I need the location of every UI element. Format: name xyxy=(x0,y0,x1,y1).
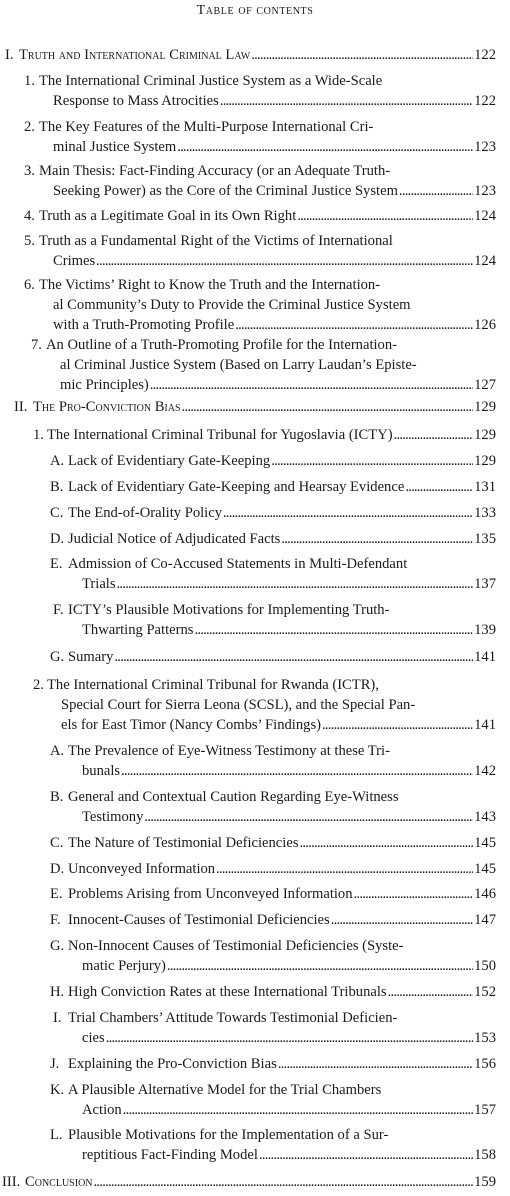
toc-entry-title-line: Testimony xyxy=(82,809,144,825)
toc-page-number: 145 xyxy=(474,861,496,877)
toc-page-number: 123 xyxy=(474,139,496,155)
toc-entry-title-line: with a Truth-Promoting Profile xyxy=(53,317,235,333)
toc-entry-title-line: Seeking Power) as the Core of the Criminal Justice System xyxy=(53,183,398,199)
toc-entry[interactable] xyxy=(50,477,496,497)
dot-leader xyxy=(182,397,474,417)
toc-entry-title-line: Non-Innocent Causes of Testimonial Deficiencies (Syste- xyxy=(68,938,404,954)
toc-entry-number: 7. xyxy=(31,337,42,353)
dot-leader xyxy=(394,425,474,445)
toc-page-number: 126 xyxy=(474,317,496,333)
toc-page-number: 133 xyxy=(474,505,496,521)
dot-leader xyxy=(405,477,473,497)
toc-entry[interactable] xyxy=(50,554,496,594)
dot-leader xyxy=(96,251,473,271)
toc-entry-number: III. xyxy=(2,1174,21,1190)
toc-entry-title-line: mic Principles) xyxy=(60,377,149,393)
toc-page-number: 129 xyxy=(474,427,496,443)
toc-page-number: 123 xyxy=(474,183,496,199)
toc-entry-title-line: Crimes xyxy=(53,253,96,269)
dot-leader xyxy=(220,91,473,111)
toc-entry-title-line: Plausible Motivations for the Implementation of a Sur- xyxy=(68,1127,389,1143)
toc-entry[interactable] xyxy=(50,647,496,667)
toc-entry[interactable] xyxy=(24,71,496,111)
toc-entry[interactable] xyxy=(2,1172,496,1192)
toc-entry-title-line: Trial Chambers’ Attitude Towards Testimonial Deficien- xyxy=(68,1010,398,1026)
toc-entry-number: E. xyxy=(50,886,63,902)
dot-leader xyxy=(281,529,473,549)
toc-page-number: 142 xyxy=(474,763,496,779)
toc-entry[interactable] xyxy=(24,161,496,201)
toc-page-number: 137 xyxy=(474,576,496,592)
toc-entry-title-line: High Conviction Rates at these International Tribunals xyxy=(68,984,387,1000)
toc-entry-number: L. xyxy=(50,1127,63,1143)
toc-entry-number: C. xyxy=(50,835,64,851)
toc-entry-title-line: Sumary xyxy=(68,649,114,665)
toc-entry[interactable] xyxy=(53,600,496,640)
toc-title: Table of contents xyxy=(196,3,314,18)
toc-page-number: 124 xyxy=(474,208,496,224)
toc-entry[interactable] xyxy=(31,335,496,395)
toc-entry[interactable] xyxy=(50,1054,496,1074)
toc-entry-number: C. xyxy=(50,505,64,521)
toc-entry-number: J. xyxy=(50,1056,60,1072)
toc-entry-title-line: The Victims’ Right to Know the Truth and the Internation- xyxy=(39,277,381,293)
toc-page-number: 152 xyxy=(474,984,496,1000)
toc-entry-title-line: Conclusion xyxy=(25,1174,93,1190)
toc-entry-title-line: minal Justice System xyxy=(53,139,177,155)
toc-entry[interactable] xyxy=(50,741,496,781)
toc-entry-number: A. xyxy=(50,743,65,759)
toc-entry-number: D. xyxy=(50,861,65,877)
toc-entry-title-line: The End-of-Orality Policy xyxy=(68,505,223,521)
toc-entry[interactable] xyxy=(24,231,496,271)
dot-leader xyxy=(331,910,473,930)
toc-page-number: 122 xyxy=(474,47,496,63)
toc-entry-title-line: Explaining the Pro-Conviction Bias xyxy=(68,1056,277,1072)
dot-leader xyxy=(194,620,473,640)
toc-entry-number: A. xyxy=(50,453,65,469)
toc-entry-title-line: Lack of Evidentiary Gate-Keeping xyxy=(68,453,271,469)
toc-page-number: 158 xyxy=(474,1147,496,1163)
toc-entry-number: 3. xyxy=(24,163,35,179)
toc-entry-number: K. xyxy=(50,1082,65,1098)
toc-entry[interactable] xyxy=(24,275,496,335)
dot-leader xyxy=(297,206,473,226)
toc-entry-title-line: Special Court for Sierra Leona (SCSL), and the Special Pan- xyxy=(61,697,416,713)
toc-entry[interactable] xyxy=(5,45,496,65)
toc-entry-title-line: Truth as a Legitimate Goal in its Own Right xyxy=(39,208,297,224)
toc-entry[interactable] xyxy=(14,397,496,417)
toc-entry-title-line: Lack of Evidentiary Gate-Keeping and Hearsay Evidence xyxy=(68,479,405,495)
dot-leader xyxy=(123,1100,473,1120)
toc-entry[interactable] xyxy=(50,451,496,471)
toc-page-number: 131 xyxy=(474,479,496,495)
toc-entry-number: F. xyxy=(50,912,61,928)
dot-leader xyxy=(216,859,473,879)
toc-entry-number: F. xyxy=(53,602,64,618)
toc-entry-title-line: Problems Arising from Unconveyed Information xyxy=(68,886,353,902)
toc-page-number: 145 xyxy=(474,835,496,851)
toc-page-number: 127 xyxy=(474,377,496,393)
toc-entry-title-line: The Pro-Conviction Bias xyxy=(33,399,181,415)
dot-leader xyxy=(177,137,473,157)
toc-entry-title-line: al Community’s Duty to Provide the Criminal Justice System xyxy=(53,297,411,313)
dot-leader xyxy=(278,1054,473,1074)
toc-entry-title-line: General and Contextual Caution Regarding Eye-Witness xyxy=(68,789,399,805)
toc-page-number: 159 xyxy=(474,1174,496,1190)
toc-entry[interactable] xyxy=(50,936,496,976)
toc-entry-number: 2. xyxy=(24,119,35,135)
toc-entry[interactable] xyxy=(50,503,496,523)
toc-entry[interactable] xyxy=(50,1125,496,1165)
toc-entry-title-line: The International Criminal Tribunal for Rwanda (ICTR), xyxy=(47,677,379,693)
dot-leader xyxy=(117,574,474,594)
dot-leader xyxy=(322,715,473,735)
dot-leader xyxy=(144,807,473,827)
toc-entry-title-line: bunals xyxy=(82,763,121,779)
toc-entry[interactable] xyxy=(50,884,496,904)
toc-entry-title-line: Truth and International Criminal Law xyxy=(19,47,251,63)
toc-entry-number: B. xyxy=(50,479,64,495)
dot-leader xyxy=(399,181,473,201)
toc-entry-number: G. xyxy=(50,938,65,954)
toc-page-number: 150 xyxy=(474,958,496,974)
toc-entry-title-line: The Prevalence of Eye-Witness Testimony at these Tri- xyxy=(68,743,390,759)
toc-entry-title-line: Admission of Co-Accused Statements in Multi-Defendant xyxy=(68,556,408,572)
dot-leader xyxy=(354,884,474,904)
dot-leader xyxy=(223,503,473,523)
toc-entry-number: D. xyxy=(50,531,65,547)
toc-page-number: 124 xyxy=(474,253,496,269)
toc-entry-title-line: The International Criminal Justice System as a Wide-Scale xyxy=(39,73,383,89)
toc-page-number: 153 xyxy=(474,1030,496,1046)
toc-page-number: 146 xyxy=(474,886,496,902)
toc-entry[interactable] xyxy=(53,1008,496,1048)
toc-entry-number: 5. xyxy=(24,233,35,249)
toc-page-number: 157 xyxy=(474,1102,496,1118)
dot-leader xyxy=(259,1145,473,1165)
toc-entry-title-line: Main Thesis: Fact-Finding Accuracy (or an Adequate Truth- xyxy=(39,163,391,179)
toc-entry-number: E. xyxy=(50,556,63,572)
toc-entry-number: II. xyxy=(14,399,28,415)
dot-leader xyxy=(388,982,474,1002)
toc-entry-title-line: reptitious Fact-Finding Model xyxy=(82,1147,258,1163)
toc-page-number: 129 xyxy=(474,453,496,469)
toc-page-number: 135 xyxy=(474,531,496,547)
toc-entry[interactable] xyxy=(50,1080,496,1120)
toc-entry-number: B. xyxy=(50,789,64,805)
toc-entry-number: 2. xyxy=(33,677,44,693)
toc-entry-title-line: al Criminal Justice System (Based on Larry Laudan’s Episte- xyxy=(60,357,417,373)
toc-entry[interactable] xyxy=(24,206,496,226)
dot-leader xyxy=(167,956,473,976)
dot-leader xyxy=(271,451,473,471)
toc-entry[interactable] xyxy=(33,425,496,445)
toc-page-number: 141 xyxy=(474,649,496,665)
toc-entry-title-line: Truth as a Fundamental Right of the Victims of International xyxy=(39,233,393,249)
dot-leader xyxy=(251,45,473,65)
toc-page-number: 141 xyxy=(474,717,496,733)
toc-entry-number: G. xyxy=(50,649,65,665)
toc-entry-title-line: Unconveyed Information xyxy=(68,861,216,877)
dot-leader xyxy=(121,761,473,781)
toc-entry[interactable] xyxy=(50,833,496,853)
toc-entry-title-line: The Key Features of the Multi-Purpose International Cri- xyxy=(39,119,374,135)
toc-entry[interactable] xyxy=(50,787,496,827)
dot-leader xyxy=(106,1028,473,1048)
toc-entry[interactable] xyxy=(24,117,496,157)
toc-entry-title-line: The Nature of Testimonial Deficiencies xyxy=(68,835,299,851)
toc-entry-title-line: Innocent-Causes of Testimonial Deficiencies xyxy=(68,912,330,928)
toc-entry-title-line: els for East Timor (Nancy Combs’ Findings) xyxy=(61,717,321,733)
dot-leader xyxy=(114,647,473,667)
toc-entry-number: 1. xyxy=(24,73,35,89)
toc-page-number: 156 xyxy=(474,1056,496,1072)
toc-entry-title-line: Judicial Notice of Adjudicated Facts xyxy=(68,531,281,547)
toc-page-number: 122 xyxy=(474,93,496,109)
toc-entry-title-line: cies xyxy=(82,1030,105,1046)
toc-entry-title-line: Response to Mass Atrocities xyxy=(53,93,219,109)
toc-entry-title-line: The International Criminal Tribunal for Yugoslavia (ICTY) xyxy=(47,427,393,443)
dot-leader xyxy=(300,833,474,853)
toc-entry-number: 1. xyxy=(33,427,44,443)
toc-entry[interactable] xyxy=(33,675,496,735)
dot-leader xyxy=(235,315,473,335)
dot-leader xyxy=(150,375,473,395)
toc-entry[interactable] xyxy=(50,982,496,1002)
toc-entry[interactable] xyxy=(50,529,496,549)
toc-entry-number: I. xyxy=(53,1010,62,1026)
dot-leader xyxy=(94,1172,474,1192)
toc-entry[interactable] xyxy=(50,910,496,930)
toc-entry-title-line: A Plausible Alternative Model for the Trial Chambers xyxy=(68,1082,382,1098)
toc-entry-number: 6. xyxy=(24,277,35,293)
toc-page-number: 147 xyxy=(474,912,496,928)
toc-page-number: 139 xyxy=(474,622,496,638)
toc-entry-number: I. xyxy=(5,47,14,63)
toc-entry-title-line: Trials xyxy=(82,576,116,592)
toc-entry-number: 4. xyxy=(24,208,35,224)
toc-entry-title-line: matic Perjury) xyxy=(82,958,166,974)
toc-entry-number: H. xyxy=(50,984,65,1000)
toc-entry-title-line: Thwarting Patterns xyxy=(82,622,194,638)
toc-page-number: 143 xyxy=(474,809,496,825)
toc-entry-title-line: An Outline of a Truth-Promoting Profile for the Internation- xyxy=(46,337,398,353)
toc-page-number: 129 xyxy=(474,399,496,415)
toc-entry-title-line: ICTY’s Plausible Motivations for Implementing Truth- xyxy=(68,602,390,618)
toc-entry[interactable] xyxy=(50,859,496,879)
toc-entry-title-line: Action xyxy=(82,1102,122,1118)
